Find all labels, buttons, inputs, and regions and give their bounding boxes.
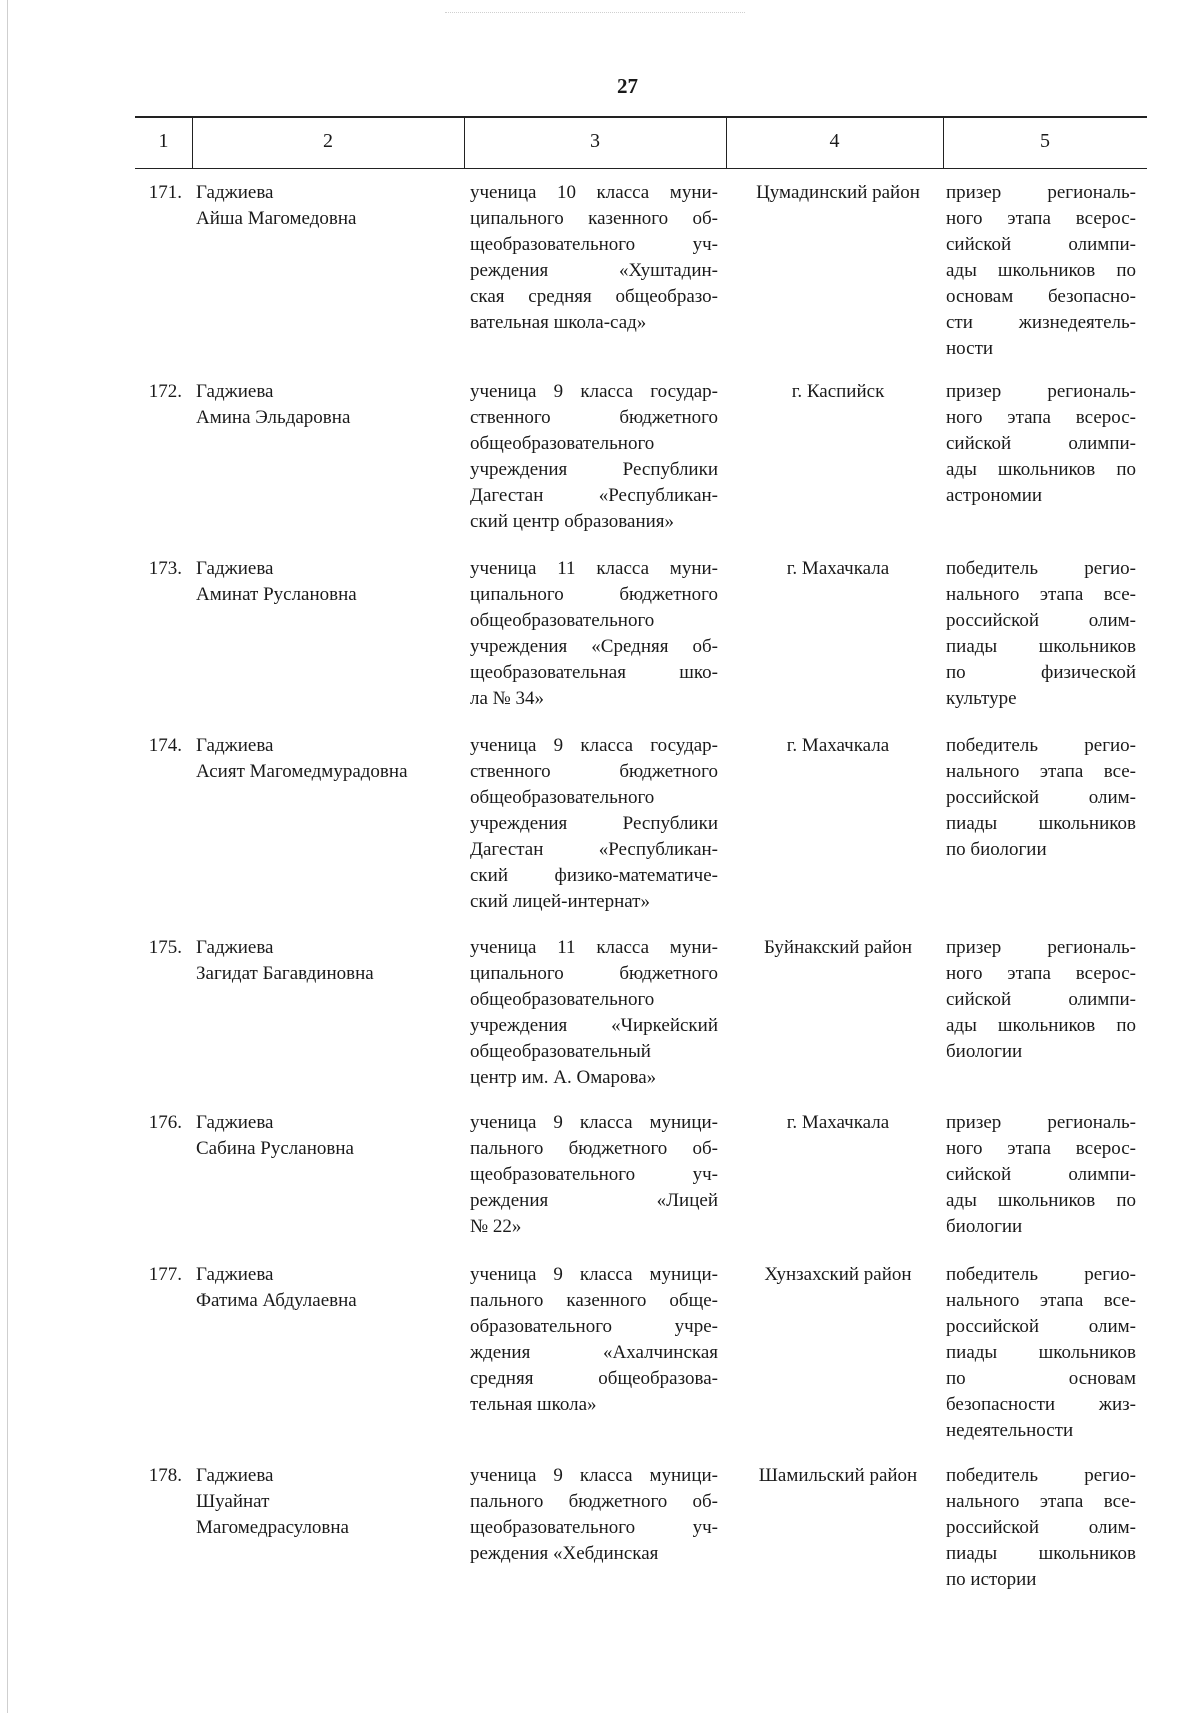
award-line: сийской олимпи- [946, 1164, 1136, 1185]
institution-line: щеобразовательная шко- [470, 662, 718, 683]
award-line: призер региональ- [946, 937, 1136, 958]
award-line: сийской олимпи- [946, 433, 1136, 454]
award-line: победитель регио- [946, 1465, 1136, 1486]
award-line: по истории [946, 1569, 1037, 1590]
institution [470, 379, 718, 535]
row-number: 172. [148, 381, 182, 402]
award-line: ного этапа всерос- [946, 1138, 1136, 1159]
row-number: 173. [148, 558, 182, 579]
person-name-line: Магомедрасуловна [196, 1517, 349, 1538]
institution-line: учреждения «Чиркейский [470, 1015, 718, 1036]
row-number: 176. [148, 1112, 182, 1133]
institution-line: ученица 9 класса государ- [470, 381, 718, 402]
institution-line: реждения «Лицей [470, 1190, 718, 1211]
institution-line: образовательного учре- [470, 1316, 718, 1337]
institution [470, 1463, 718, 1567]
award-line: астрономии [946, 485, 1043, 506]
institution [470, 1262, 718, 1418]
institution-line: общеобразовательный [470, 1041, 651, 1062]
award-line: российской олим- [946, 610, 1136, 631]
institution-line: пального казенного обще- [470, 1290, 718, 1311]
institution-line: пального бюджетного об- [470, 1138, 718, 1159]
institution [470, 1110, 718, 1240]
person-name [196, 379, 451, 431]
person-name-line: Айша Магомедовна [196, 208, 357, 229]
institution-line: ский физико-математиче- [470, 865, 718, 886]
institution-line: учреждения Республики [470, 813, 718, 834]
award-line: культуре [946, 688, 1017, 709]
award [946, 180, 1136, 362]
institution-line: пального бюджетного об- [470, 1491, 718, 1512]
institution-line: реждения «Хебдинская [470, 1543, 659, 1564]
person-name [196, 1110, 451, 1162]
award-line: нального этапа все- [946, 1290, 1136, 1311]
award-line: биологии [946, 1216, 1023, 1237]
person-name-line: Гаджиева [196, 1264, 274, 1285]
institution-line: общеобразовательного [470, 989, 655, 1010]
row-number: 174. [148, 735, 182, 756]
institution-line: реждения «Хуштадин- [470, 260, 718, 281]
row-number: 171. [148, 182, 182, 203]
award-line: сийской олимпи- [946, 234, 1136, 255]
institution-line: Дагестан «Республикан- [470, 839, 718, 860]
person-name-line: Сабина Руслановна [196, 1138, 354, 1159]
institution-line: учреждения Республики [470, 459, 718, 480]
institution-line: ственного бюджетного [470, 407, 718, 428]
institution-line: ученица 9 класса муници- [470, 1112, 718, 1133]
page-number: 27 [617, 74, 638, 98]
person-name [196, 935, 451, 987]
location: Шамильский район [758, 1465, 918, 1486]
award-line: сти жизнедеятель- [946, 312, 1136, 333]
person-name-line: Гаджиева [196, 381, 274, 402]
award-line: российской олим- [946, 1517, 1136, 1538]
institution-line: ученица 11 класса муни- [470, 937, 718, 958]
award [946, 1262, 1136, 1444]
award-line: победитель регио- [946, 1264, 1136, 1285]
award-line: биологии [946, 1041, 1023, 1062]
institution-line: средняя общеобразова- [470, 1368, 718, 1389]
institution-line: вательная школа-сад» [470, 312, 647, 333]
header-top-rule [135, 116, 1147, 118]
award-line: нального этапа все- [946, 761, 1136, 782]
institution-line: ский центр образования» [470, 511, 675, 532]
institution-line: щеобразовательного уч- [470, 234, 718, 255]
award [946, 935, 1136, 1065]
institution-line: ученица 9 класса муници- [470, 1264, 718, 1285]
award-line: ады школьников по [946, 1015, 1136, 1036]
award-line: сийской олимпи- [946, 989, 1136, 1010]
institution-line: общеобразовательного [470, 787, 655, 808]
award-line: пиады школьников [946, 636, 1136, 657]
header-col-2: 2 [323, 130, 333, 152]
institution-line: тельная школа» [470, 1394, 597, 1415]
person-name-line: Аминат Руслановна [196, 584, 357, 605]
person-name-line: Шуайнат [196, 1491, 270, 1512]
award-line: по физической [946, 662, 1136, 683]
header-col-3: 3 [590, 130, 600, 152]
scan-margin-line [7, 0, 8, 1713]
row-number: 175. [148, 937, 182, 958]
award-line: призер региональ- [946, 182, 1136, 203]
institution-line: ученица 11 класса муни- [470, 558, 718, 579]
institution-line: ственного бюджетного [470, 761, 718, 782]
award-line: ады школьников по [946, 459, 1136, 480]
institution-line: Дагестан «Республикан- [470, 485, 718, 506]
award-line: безопасности жиз- [946, 1394, 1136, 1415]
award-line: ного этапа всерос- [946, 963, 1136, 984]
location: г. Махачкала [786, 558, 890, 579]
header-col-1: 1 [158, 130, 169, 152]
person-name-line: Гаджиева [196, 735, 274, 756]
institution-line: ципального бюджетного [470, 584, 718, 605]
award-line: по биологии [946, 839, 1047, 860]
award [946, 556, 1136, 712]
institution-line: № 22» [470, 1216, 522, 1237]
institution-line: ский лицей-интернат» [470, 891, 650, 912]
award-line: призер региональ- [946, 381, 1136, 402]
person-name [196, 556, 451, 608]
person-name-line: Гаджиева [196, 558, 274, 579]
award-line: победитель регио- [946, 735, 1136, 756]
institution-line: ученица 9 класса государ- [470, 735, 718, 756]
institution-line: общеобразовательного [470, 433, 655, 454]
award [946, 1463, 1136, 1593]
award-line: победитель регио- [946, 558, 1136, 579]
header-col-4: 4 [829, 130, 840, 152]
institution-line: ученица 10 класса муни- [470, 182, 718, 203]
institution-line: щеобразовательного уч- [470, 1517, 718, 1538]
institution-line: ученица 9 класса муници- [470, 1465, 718, 1486]
person-name-line: Гаджиева [196, 1465, 274, 1486]
person-name-line: Загидат Багавдиновна [196, 963, 374, 984]
award-line: российской олим- [946, 1316, 1136, 1337]
award-line: российской олим- [946, 787, 1136, 808]
person-name-line: Асият Магомедмурадовна [196, 761, 408, 782]
institution [470, 733, 718, 915]
award-line: пиады школьников [946, 1543, 1136, 1564]
award-line: нального этапа все- [946, 584, 1136, 605]
institution-line: ждения «Ахалчинская [470, 1342, 718, 1363]
award-line: ности [946, 338, 994, 359]
location: Хунзахский район [764, 1264, 912, 1285]
person-name-line: Гаджиева [196, 937, 274, 958]
location: Буйнакский район [764, 937, 912, 958]
location: г. Махачкала [786, 735, 890, 756]
institution-line: ципального бюджетного [470, 963, 718, 984]
award-line: ады школьников по [946, 260, 1136, 281]
award-line: нального этапа все- [946, 1491, 1136, 1512]
header-col-5: 5 [1040, 130, 1050, 152]
award [946, 733, 1136, 863]
award-line: ного этапа всерос- [946, 208, 1136, 229]
institution [470, 180, 718, 336]
person-name [196, 733, 451, 785]
institution-line: ла № 34» [470, 688, 545, 709]
person-name-line: Гаджиева [196, 182, 274, 203]
person-name [196, 180, 451, 232]
institution-line: ская средняя общеобразо- [470, 286, 718, 307]
award [946, 1110, 1136, 1240]
award-line: ады школьников по [946, 1190, 1136, 1211]
person-name [196, 1262, 451, 1314]
award-line: недеятельности [946, 1420, 1074, 1441]
award-line: призер региональ- [946, 1112, 1136, 1133]
institution-line: щеобразовательного уч- [470, 1164, 718, 1185]
header-bottom-rule [135, 168, 1147, 169]
institution-line: общеобразовательного [470, 610, 655, 631]
person-name-line: Амина Эльдаровна [196, 407, 351, 428]
row-number: 178. [148, 1465, 182, 1486]
award-line: пиады школьников [946, 813, 1136, 834]
row-number: 177. [148, 1264, 182, 1285]
institution [470, 935, 718, 1091]
award-line: ного этапа всерос- [946, 407, 1136, 428]
scan-artifact [445, 12, 745, 25]
award [946, 379, 1136, 509]
location: г. Махачкала [786, 1112, 890, 1133]
institution [470, 556, 718, 712]
award-line: пиады школьников [946, 1342, 1136, 1363]
location: Цумадинский район [756, 182, 920, 203]
award-line: основам безопасно- [946, 286, 1136, 307]
person-name [196, 1463, 451, 1541]
award-line: по основам [946, 1368, 1136, 1389]
institution-line: центр им. А. Омарова» [470, 1067, 657, 1088]
person-name-line: Фатима Абдулаевна [196, 1290, 357, 1311]
person-name-line: Гаджиева [196, 1112, 274, 1133]
institution-line: учреждения «Средняя об- [470, 636, 718, 657]
institution-line: ципального казенного об- [470, 208, 718, 229]
location: г. Каспийск [791, 381, 885, 402]
